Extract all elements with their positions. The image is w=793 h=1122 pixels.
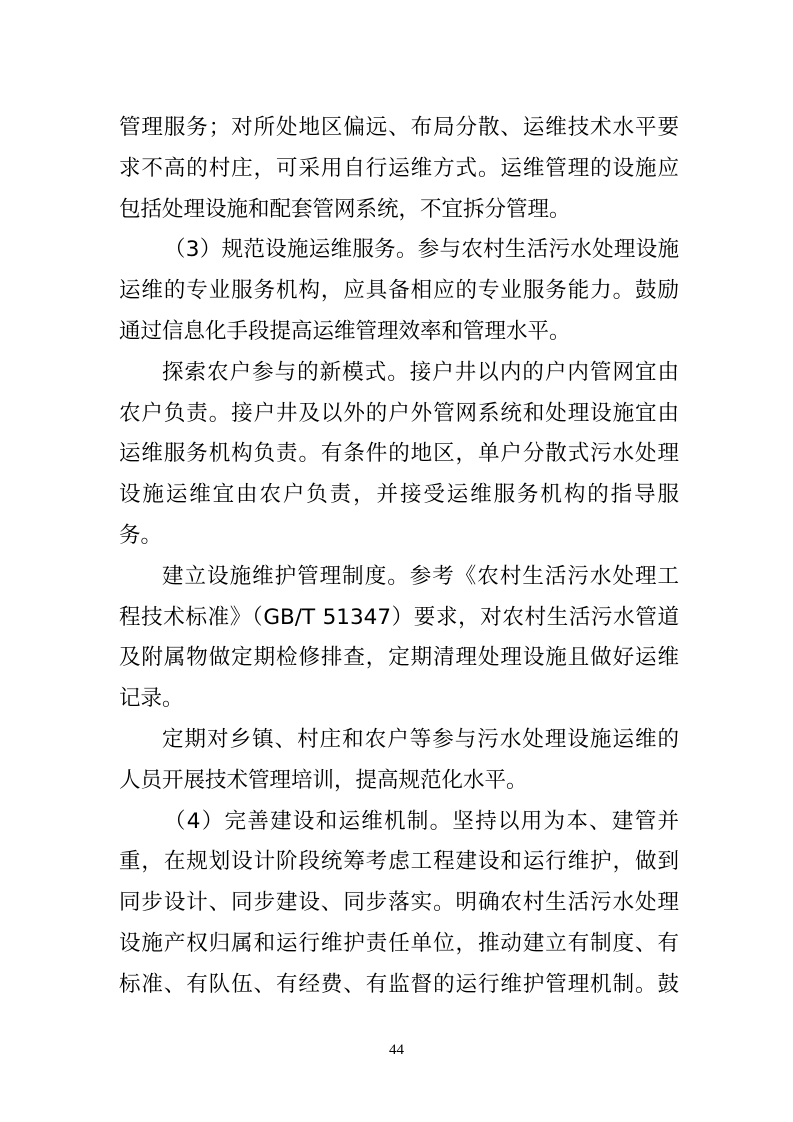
text-line: （3）规范设施运维服务。参与农村生活污水处理设施 bbox=[164, 237, 679, 263]
text-line: 同步设计、同步建设、同步落实。明确农村生活污水处理 bbox=[119, 890, 679, 916]
text-line: 重，在规划设计阶段统筹考虑工程建设和运行维护，做到 bbox=[119, 849, 679, 875]
text-line: 程技术标准》（GB/T 51347）要求，对农村生活污水管道 bbox=[119, 604, 679, 630]
text-line: 记录。 bbox=[119, 686, 184, 712]
text-line: 设施产权归属和运行维护责任单位，推动建立有制度、有 bbox=[119, 930, 679, 956]
body-text bbox=[119, 108, 679, 1006]
text-line: （4）完善建设和运维机制。坚持以用为本、建管并 bbox=[164, 808, 679, 834]
text-line: 求不高的村庄，可采用自行运维方式。运维管理的设施应 bbox=[119, 155, 679, 181]
text-line: 标准、有队伍、有经费、有监督的运行维护管理机制。鼓 bbox=[119, 971, 679, 997]
text-line: 运维的专业服务机构，应具备相应的专业服务能力。鼓励 bbox=[119, 278, 679, 304]
page-number: 44 bbox=[389, 1042, 404, 1058]
text-line: 及附属物做定期检修排查，定期清理处理设施且做好运维 bbox=[119, 645, 679, 671]
text-line: 通过信息化手段提高运维管理效率和管理水平。 bbox=[119, 318, 571, 344]
text-line: 建立设施维护管理制度。参考《农村生活污水处理工 bbox=[162, 563, 679, 589]
text-line: 人员开展技术管理培训，提高规范化水平。 bbox=[119, 767, 528, 793]
text-line: 务。 bbox=[119, 522, 163, 548]
text-line: 定期对乡镇、村庄和农户等参与污水处理设施运维的 bbox=[162, 726, 679, 752]
text-line: 管理服务；对所处地区偏远、布局分散、运维技术水平要 bbox=[119, 115, 679, 140]
text-line: 探索农户参与的新模式。接户井以内的户内管网宜由 bbox=[162, 359, 679, 385]
text-line: 运维服务机构负责。有条件的地区，单户分散式污水处理 bbox=[119, 441, 679, 467]
text-line: 设施运维宜由农户负责，并接受运维服务机构的指导服 bbox=[119, 482, 679, 508]
text-line: 农户负责。接户井及以外的户外管网系统和处理设施宜由 bbox=[119, 400, 679, 426]
text-line: 包括处理设施和配套管网系统，不宜拆分管理。 bbox=[119, 196, 571, 222]
